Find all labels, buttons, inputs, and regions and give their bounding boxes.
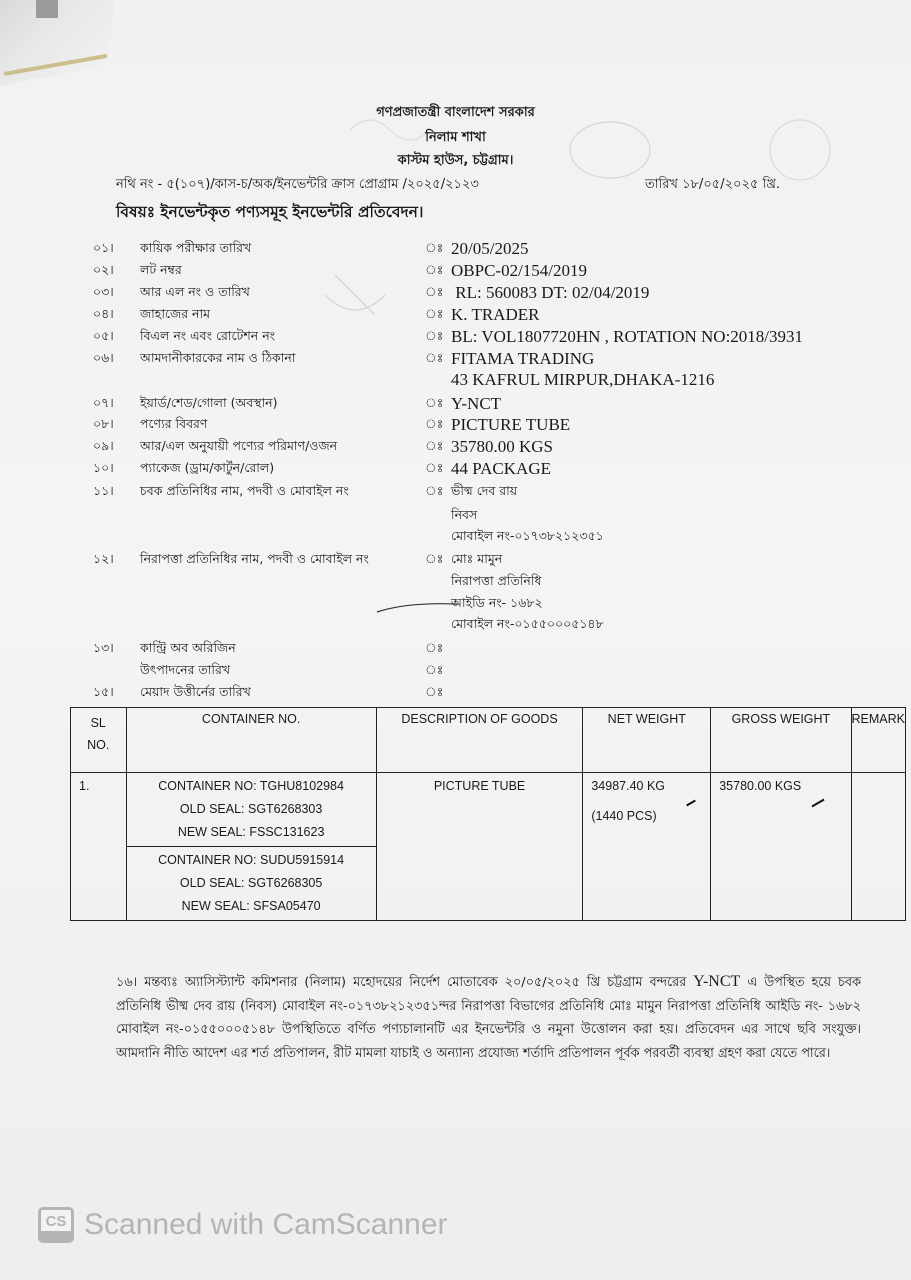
document-date: তারিখ ১৮/০৫/২০২৫ খ্রি. <box>645 177 781 192</box>
security-rep-id: আইডি নং- ১৬৮২ <box>451 595 543 610</box>
net-weight-value: 34987.40 KG <box>591 779 666 793</box>
field-number: ১৩। <box>93 640 114 655</box>
field-value: PICTURE TUBE <box>451 415 571 434</box>
field-value: 44 PACKAGE <box>451 459 551 478</box>
old-seal: OLD SEAL: SGT6268303 <box>179 802 323 816</box>
pieces-count: (1440 PCS) <box>591 809 657 823</box>
field-separator: ঃ <box>425 284 444 299</box>
field-number: ১০। <box>93 460 114 475</box>
cell-remark <box>851 773 905 921</box>
watermark-text: Scanned with CamScanner <box>84 1208 448 1241</box>
check-mark-icon <box>591 793 702 803</box>
field-number: ০২। <box>93 262 114 277</box>
field-separator: ঃ <box>425 640 444 655</box>
field-label: চবক প্রতিনিধির নাম, পদবী ও মোবাইল নং <box>140 483 349 498</box>
pen-stroke <box>375 598 465 618</box>
table-row <box>71 773 906 921</box>
field-value: ভীষ্ম দেব রায় <box>451 483 518 498</box>
port-rep-mobile: মোবাইল নং-০১৭৩৮২১২৩৫১ <box>451 528 604 543</box>
header-net-weight: NET WEIGHT <box>583 708 711 773</box>
field-separator: ঃ <box>425 262 444 277</box>
field-separator: ঃ <box>425 416 444 431</box>
field-number: ০৭। <box>93 395 114 410</box>
field-label: বিএল নং এবং রোটেশন নং <box>140 328 276 343</box>
container-number: CONTAINER NO: TGHU8102984 <box>158 779 344 793</box>
field-label: ইয়ার্ড/শেড/গোলা (অবস্থান) <box>140 395 278 410</box>
field-label: পণ্যের বিবরণ <box>140 416 208 431</box>
container-number: CONTAINER NO: SUDU5915914 <box>158 853 345 867</box>
container-table <box>70 707 906 921</box>
old-seal: OLD SEAL: SGT6268305 <box>179 876 323 890</box>
remarks-yard: Y-NCT <box>693 973 741 990</box>
cell-net-weight <box>583 773 711 921</box>
field-row <box>0 640 911 662</box>
field-row <box>0 262 911 284</box>
remarks-text-2: এ উপস্থিত হয়ে চবক প্রতিনিধি ভীষ্ম দেব রায় (নিবস) মোবাইল নং-০১৭৩৮২১২৩৫১ন্দর নিরাপত্তা বিভাগের প্রতিনিধি মোঃ মামুন নিরাপত্তা প্রতিনিধি আইডি নং- ১৬৮২ মোবাইল নং-০১৫৫০০০৫১৪৮ উপস্থিতিতে বর্ণিত পণ্যচালানটি এর ইনভেন্টরি ও নমুনা উত্তোলন করা হয়। প্রতিবেদন এর সাথে ছবি সংযুক্ত। আমদানি নীতি আদেশ এর শর্ত প্রতিপালন, রীট মামলা যাচাই ও অন্যান্য প্রযোজ্য শর্তাদি প্রতিপালন পূর্বক পরবর্তী ব্যবস্থা গ্রহণ করা যেতে পারে। <box>116 975 861 1061</box>
container-block <box>127 846 376 920</box>
container-block <box>127 773 376 846</box>
field-value: 35780.00 KGS <box>451 437 554 456</box>
check-mark-icon <box>719 793 842 807</box>
cell-sl: 1. <box>71 773 127 921</box>
field-value: Y-NCT <box>451 394 502 413</box>
field-separator: ঃ <box>425 684 444 699</box>
field-separator: ঃ <box>425 306 444 321</box>
cell-gross-weight <box>711 773 851 921</box>
field-number: ০৩। <box>93 284 114 299</box>
folded-corner-shadow <box>36 0 58 18</box>
field-separator: ঃ <box>425 662 444 677</box>
file-number: নথি নং - ৫(১০৭)/কাস-চ/অক/ইনভেন্টরি ক্রাস প্রোগ্রাম /২০২৫/২১২৩ <box>116 177 479 192</box>
field-row <box>0 240 911 262</box>
security-rep-designation: নিরাপত্তা প্রতিনিধি <box>451 573 542 588</box>
camscanner-logo-icon <box>38 1207 74 1243</box>
remarks-paragraph <box>116 970 861 1065</box>
importer-address: 43 KAFRUL MIRPUR,DHAKA-1216 <box>451 370 715 389</box>
header-container: CONTAINER NO. <box>126 708 376 773</box>
gross-weight-value: 35780.00 KGS <box>719 779 802 793</box>
field-number: ০৫। <box>93 328 114 343</box>
table-header-row <box>71 708 906 773</box>
header-remark: REMARK <box>851 708 905 773</box>
cell-description: PICTURE TUBE <box>376 773 583 921</box>
field-number: ১২। <box>93 551 114 566</box>
new-seal: NEW SEAL: SFSA05470 <box>181 899 321 913</box>
field-number: ০৯। <box>93 438 114 453</box>
field-row <box>0 416 911 438</box>
cell-containers <box>126 773 376 921</box>
field-number: ০৮। <box>93 416 114 431</box>
office-title: কাস্টম হাউস, চট্টগ্রাম। <box>397 153 514 168</box>
field-row <box>0 395 911 417</box>
field-row <box>0 551 911 573</box>
field-row <box>0 438 911 460</box>
field-separator: ঃ <box>425 395 444 410</box>
field-row <box>0 350 911 372</box>
field-label: জাহাজের নাম <box>140 306 211 321</box>
camscanner-watermark <box>38 1207 448 1243</box>
field-label: কায়িক পরীক্ষার তারিখ <box>140 240 252 255</box>
field-separator: ঃ <box>425 240 444 255</box>
field-value: BL: VOL1807720HN , ROTATION NO:2018/3931 <box>451 327 804 346</box>
field-row <box>0 460 911 482</box>
field-value: মোঃ মামুন <box>451 551 503 566</box>
field-label: প্যাকেজ (ড্রাম/কার্টুন/রোল) <box>140 460 275 475</box>
field-number: ০৪। <box>93 306 114 321</box>
header-sl: SL NO. <box>71 708 127 773</box>
field-number: ১১। <box>93 483 114 498</box>
field-row <box>0 684 911 706</box>
field-number: ১৫। <box>93 684 114 699</box>
subject-line: বিষয়ঃ ইনভেন্টকৃত পণ্যসমূহ ইনভেন্টরি প্রতিবেদন। <box>116 203 424 221</box>
field-number: ০১। <box>93 240 114 255</box>
header-description: DESCRIPTION OF GOODS <box>376 708 583 773</box>
field-value: FITAMA TRADING <box>451 349 595 368</box>
header-gross-weight: GROSS WEIGHT <box>711 708 851 773</box>
field-label: আর/এল অনুযায়ী পণ্যের পরিমাণ/ওজন <box>140 438 338 453</box>
field-value: OBPC-02/154/2019 <box>451 261 588 280</box>
field-label: লট নম্বর <box>140 262 182 277</box>
field-row <box>0 306 911 328</box>
field-label: মেয়াদ উত্তীর্নের তারিখ <box>140 684 251 699</box>
field-label: নিরাপত্তা প্রতিনিধির নাম, পদবী ও মোবাইল নং <box>140 551 369 566</box>
govt-title: গণপ্রজাতন্ত্রী বাংলাদেশ সরকার <box>376 105 535 120</box>
field-row <box>0 284 911 306</box>
field-label: আমদানীকারকের নাম ও ঠিকানা <box>140 350 296 365</box>
field-value: RL: 560083 DT: 02/04/2019 <box>451 283 650 302</box>
security-rep-mobile: মোবাইল নং-০১৫৫০০০৫১৪৮ <box>451 616 604 631</box>
field-row <box>0 483 911 505</box>
section-title: নিলাম শাখা <box>425 130 486 145</box>
field-value: 20/05/2025 <box>451 239 529 258</box>
field-separator: ঃ <box>425 438 444 453</box>
remarks-text-1: ১৬। মন্তব্যঃ অ্যাসিস্ট্যান্ট কমিশনার (নিলাম) মহোদয়ের নির্দেশ মোতাবেক ২০/০৫/২০২৫ খ্রি চট্টগ্রাম বন্দরের <box>116 975 694 990</box>
field-row <box>0 328 911 350</box>
field-separator: ঃ <box>425 483 444 498</box>
field-label: উৎপাদনের তারিখ <box>140 662 231 677</box>
field-label: কান্ট্রি অব অরিজিন <box>140 640 236 655</box>
new-seal: NEW SEAL: FSSC131623 <box>177 825 325 839</box>
field-number: ০৬। <box>93 350 114 365</box>
logo-text: CS <box>45 1212 67 1230</box>
field-separator: ঃ <box>425 460 444 475</box>
port-rep-designation: নিবস <box>451 507 478 522</box>
field-label: আর এল নং ও তারিখ <box>140 284 250 299</box>
field-separator: ঃ <box>425 350 444 365</box>
field-separator: ঃ <box>425 328 444 343</box>
field-value: K. TRADER <box>451 305 540 324</box>
field-row <box>0 662 911 684</box>
field-separator: ঃ <box>425 551 444 566</box>
